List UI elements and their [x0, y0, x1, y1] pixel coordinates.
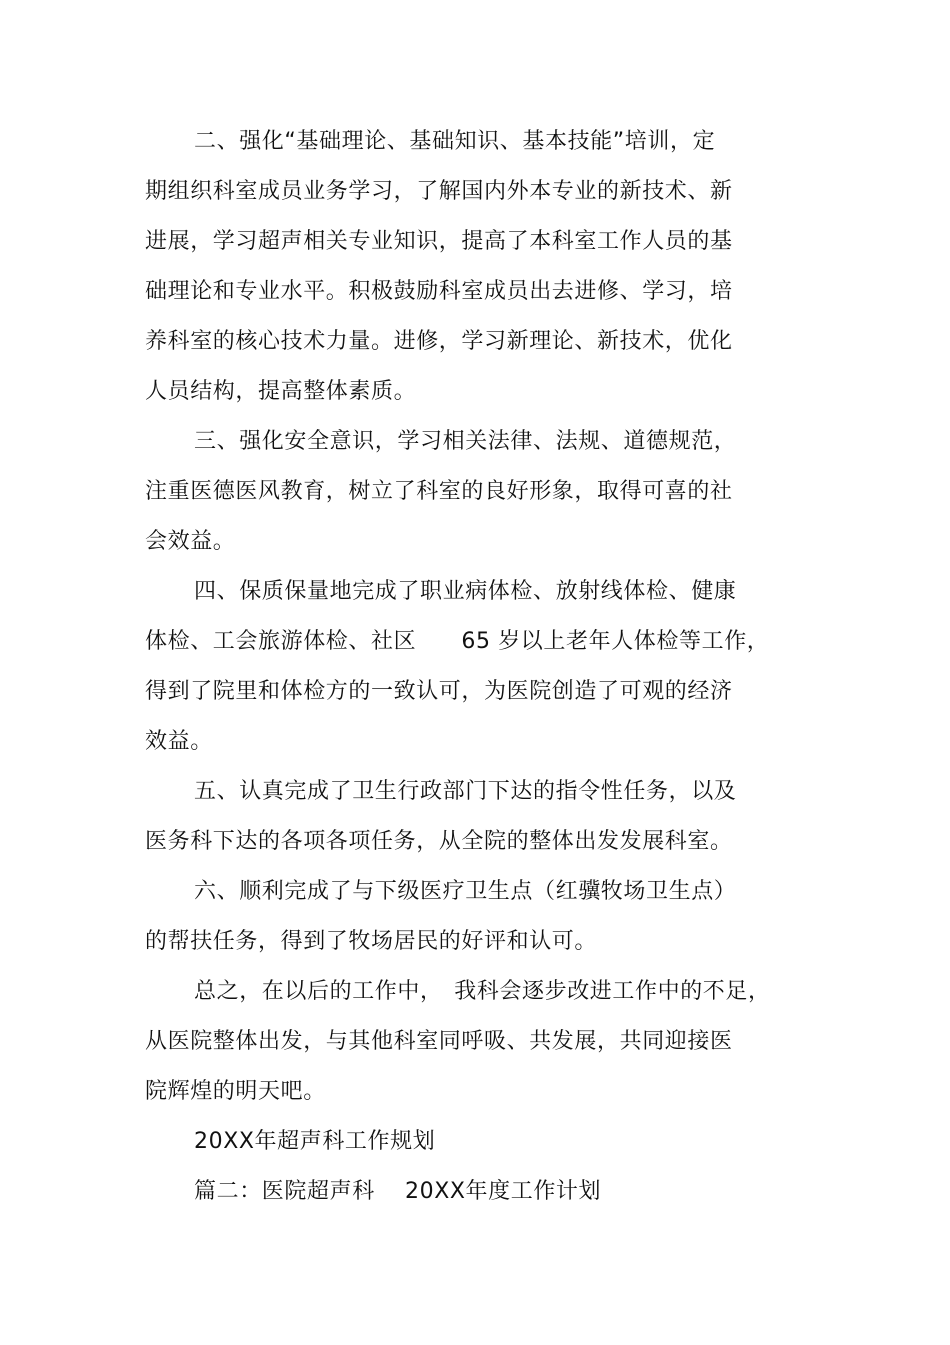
paragraph-2-line-5: 养科室的核心技术力量。进修，学习新理论、新技术，优化	[145, 329, 733, 354]
paragraph-3-line-3: 会效益。	[145, 529, 236, 554]
paragraph-6-line-2: 的帮扶任务，得到了牧场居民的好评和认可。	[145, 929, 598, 954]
paragraph-4-line-1: 四、保质保量地完成了职业病体检、放射线体检、健康	[194, 579, 737, 604]
paragraph-3-line-1: 三、强化安全意识，学习相关法律、法规、道德规范，	[194, 429, 737, 454]
chapter-title: 篇二：医院超声科 20XX年度工作计划	[194, 1179, 602, 1204]
conclusion-line-1: 总之，在以后的工作中， 我科会逐步改进工作中的不足，	[194, 979, 771, 1004]
section-title: 20XX年超声科工作规划	[194, 1129, 436, 1154]
paragraph-2-line-4: 础理论和专业水平。积极鼓励科室成员出去进修、学习，培	[145, 279, 733, 304]
conclusion-line-2: 从医院整体出发，与其他科室同呼吸、共发展，共同迎接医	[145, 1029, 733, 1054]
paragraph-6-line-1: 六、顺利完成了与下级医疗卫生点（红骥牧场卫生点）	[194, 879, 737, 904]
paragraph-5-line-1: 五、认真完成了卫生行政部门下达的指令性任务，以及	[194, 779, 737, 804]
paragraph-3-line-2: 注重医德医风教育，树立了科室的良好形象，取得可喜的社	[145, 479, 733, 504]
paragraph-5-line-2: 医务科下达的各项各项任务，从全院的整体出发发展科室。	[145, 829, 733, 854]
paragraph-2-line-2: 期组织科室成员业务学习，了解国内外本专业的新技术、新	[145, 179, 733, 204]
paragraph-4-line-2: 体检、工会旅游体检、社区 65 岁以上老年人体检等工作，	[145, 629, 770, 654]
paragraph-2-line-1: 二、强化“基础理论、基础知识、基本技能”培训，定	[194, 129, 716, 154]
paragraph-2-line-3: 进展，学习超声相关专业知识，提高了本科室工作人员的基	[145, 229, 733, 254]
paragraph-2-line-6: 人员结构，提高整体素质。	[145, 379, 417, 404]
paragraph-4-line-4: 效益。	[145, 729, 213, 754]
conclusion-line-3: 院辉煌的明天吧。	[145, 1079, 326, 1104]
paragraph-4-line-3: 得到了院里和体检方的一致认可，为医院创造了可观的经济	[145, 679, 733, 704]
